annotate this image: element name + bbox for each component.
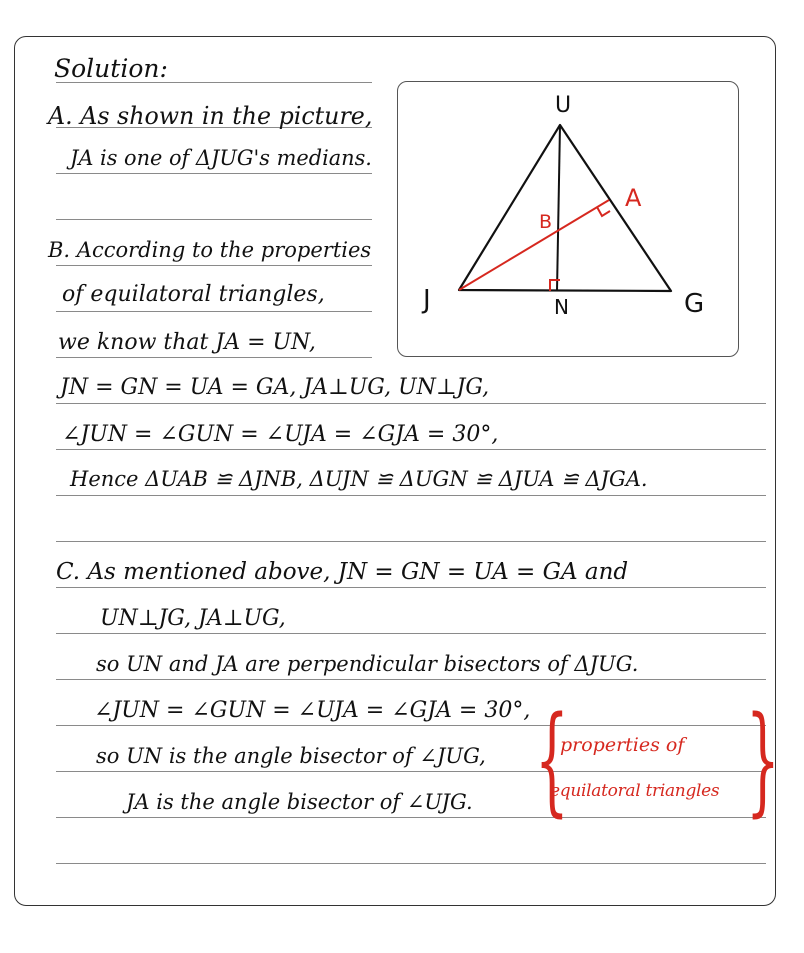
median-un xyxy=(557,125,560,291)
rule-line xyxy=(56,449,766,450)
note-line-2: equilatoral triangles xyxy=(550,781,720,801)
section-c-line-2: UN⊥JG, JA⊥UG, xyxy=(100,606,286,631)
section-b-line-3: we know that JA = UN, xyxy=(58,330,316,355)
section-c-line-1: C. As mentioned above, JN = GN = UA = GA and xyxy=(56,559,629,585)
section-b-line-2: of equilatoral triangles, xyxy=(62,282,325,307)
label-g: G xyxy=(684,289,705,319)
rule-line xyxy=(56,863,766,864)
section-c-line-4: ∠JUN = ∠GUN = ∠UJA = ∠GJA = 30°, xyxy=(94,698,531,723)
section-b-line-6: Hence ΔUAB ≌ ΔJNB, ΔUJN ≌ ΔUGN ≌ ΔJUA ≌ ΔJGA. xyxy=(70,467,648,491)
solution-heading: Solution: xyxy=(54,54,168,83)
section-c-line-6: JA is the angle bisector of ∠UJG. xyxy=(126,790,473,814)
rule-line xyxy=(56,311,372,312)
note-right-brace: } xyxy=(746,690,780,828)
rule-line xyxy=(56,817,766,818)
section-b-line-4: JN = GN = UA = GA, JA⊥UG, UN⊥JG, xyxy=(60,375,490,400)
section-a-line-1: A. As shown in the picture, xyxy=(48,102,373,130)
label-a: A xyxy=(625,184,642,212)
label-n: N xyxy=(554,295,569,319)
rule-line xyxy=(56,587,766,588)
rule-line xyxy=(56,219,372,220)
rule-line xyxy=(56,265,372,266)
rule-line xyxy=(56,173,372,174)
note-left-brace: { xyxy=(535,690,569,828)
label-j: J xyxy=(423,285,431,315)
triangle-figure xyxy=(397,81,739,357)
rule-line xyxy=(56,541,766,542)
section-c-line-3: so UN and JA are perpendicular bisectors of ΔJUG. xyxy=(96,652,639,676)
section-b-line-5: ∠JUN = ∠GUN = ∠UJA = ∠GJA = 30°, xyxy=(62,422,499,447)
note-line-1: properties of xyxy=(560,734,685,756)
label-b: B xyxy=(539,211,553,233)
section-b-line-1: B. According to the properties xyxy=(48,238,372,262)
rule-line xyxy=(56,495,766,496)
rule-line xyxy=(56,633,766,634)
rule-line xyxy=(56,679,766,680)
rule-line xyxy=(56,771,766,772)
section-a-line-2: JA is one of ΔJUG's medians. xyxy=(70,146,372,170)
rule-line xyxy=(56,725,766,726)
rule-line xyxy=(56,357,372,358)
label-u: U xyxy=(555,93,572,118)
section-c-line-5: so UN is the angle bisector of ∠JUG, xyxy=(96,744,486,768)
triangle-diagram xyxy=(398,82,740,358)
median-ja xyxy=(459,200,609,290)
right-angle-mark-a xyxy=(597,207,610,216)
rule-line xyxy=(56,403,766,404)
